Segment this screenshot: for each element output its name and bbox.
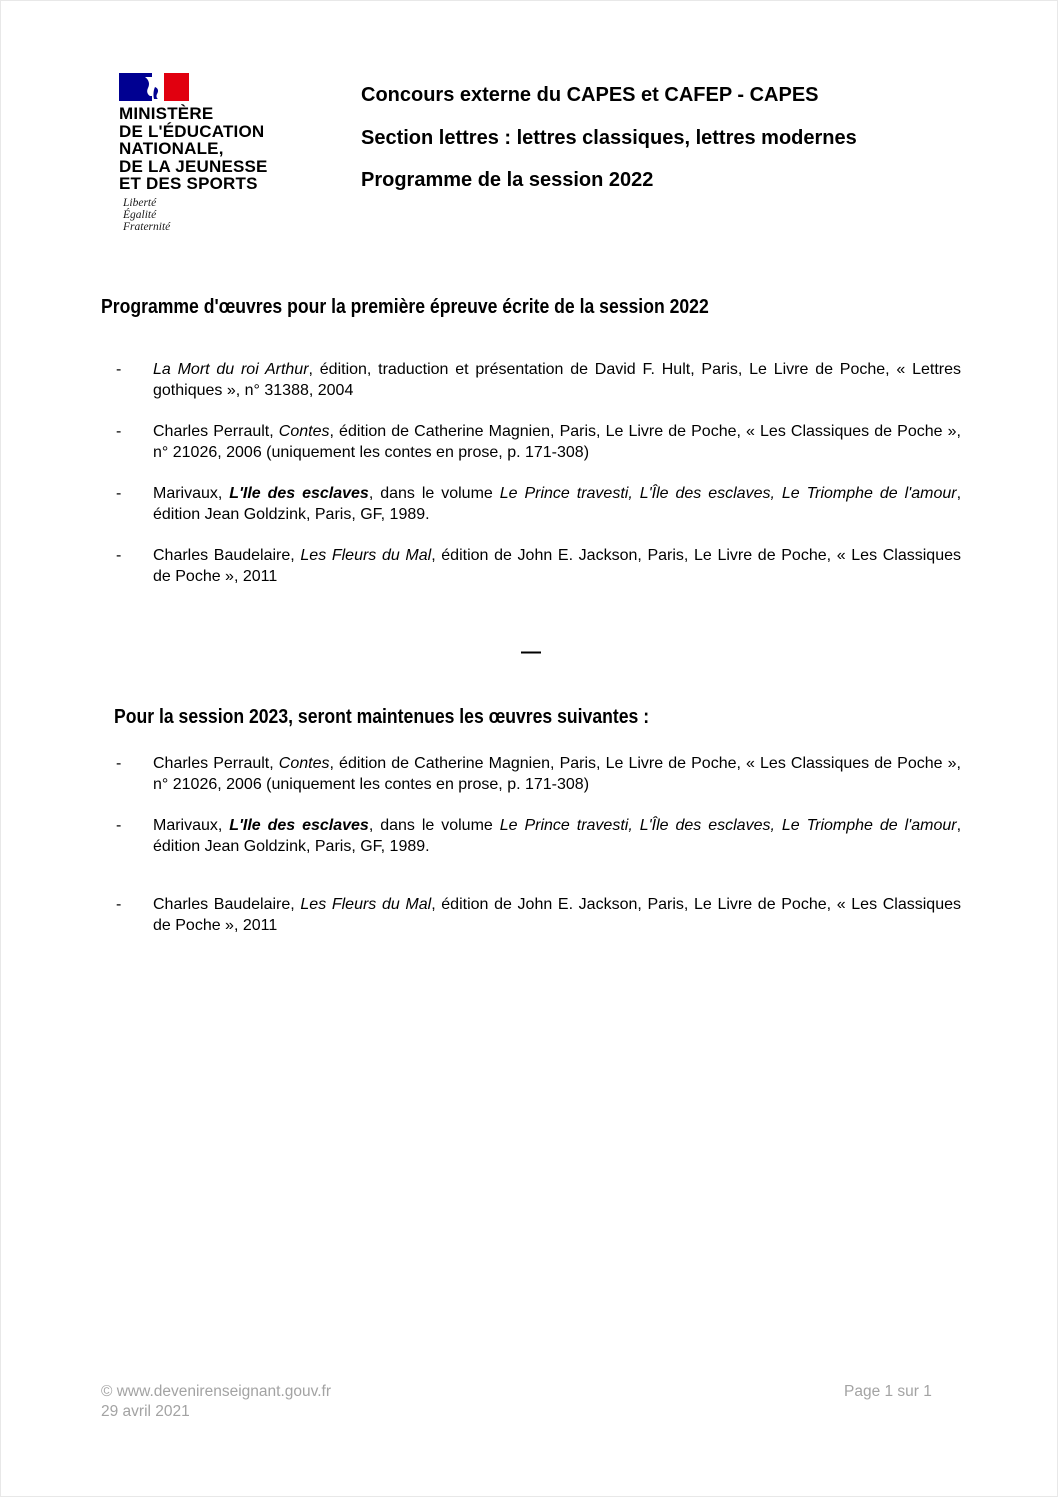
title-programme: Programme de la session 2022 xyxy=(361,169,654,191)
ministry-name-line: DE L'ÉDUCATION xyxy=(119,121,265,141)
section1-book-list xyxy=(101,359,961,607)
ministry-name-line: ET DES SPORTS xyxy=(119,174,258,194)
bullet-dash: - xyxy=(116,547,122,564)
section1-heading: Programme d'œuvres pour la première épreuve écrite de la session 2022 xyxy=(101,296,709,318)
footer-left xyxy=(101,1382,331,1422)
bullet-dash: - xyxy=(116,423,122,440)
section-separator-dash: — xyxy=(521,641,541,663)
book-list-item xyxy=(101,894,961,936)
book-list-item xyxy=(101,421,961,463)
bullet-dash: - xyxy=(116,896,122,913)
footer-site-url: © www.devenirenseignant.gouv.fr xyxy=(101,1383,331,1400)
book-list-item xyxy=(101,359,961,401)
ministry-name-line: NATIONALE, xyxy=(119,139,224,159)
book-reference-text: Charles Perrault, Contes, édition de Catherine Magnien, Paris, Le Livre de Poche, « Les Classiques de Poche », n° 21026, 2006 (uniquement les contes en prose, p. 171-308) xyxy=(153,755,961,793)
section2-heading: Pour la session 2023, seront maintenues les œuvres suivantes : xyxy=(114,706,650,728)
republic-motto xyxy=(123,198,268,233)
book-reference-text: Marivaux, L'Ile des esclaves, dans le volume Le Prince travesti, L'Île des esclaves, Le Triomphe de l'amour, édition Jean Goldzink, Paris, GF, 1989. xyxy=(153,485,962,523)
book-reference-text: La Mort du roi Arthur, édition, traduction et présentation de David F. Hult, Paris, Le Livre de Poche, « Lettres gothiques », n° 31388, 2004 xyxy=(153,361,961,399)
title-section: Section lettres : lettres classiques, lettres modernes xyxy=(361,126,857,149)
ministry-name-line: MINISTÈRE xyxy=(119,104,214,123)
book-list-item xyxy=(101,753,961,795)
footer-date: 29 avril 2021 xyxy=(101,1403,190,1420)
motto-line: Liberté xyxy=(123,196,157,209)
book-reference-text: Charles Perrault, Contes, édition de Catherine Magnien, Paris, Le Livre de Poche, « Les Classiques de Poche », n° 21026, 2006 (uniquement les contes en prose, p. 171-308) xyxy=(153,423,961,461)
book-list-item xyxy=(101,815,961,857)
book-list-item xyxy=(101,545,961,587)
bullet-dash: - xyxy=(116,755,122,772)
bullet-dash: - xyxy=(116,817,122,834)
book-list-item xyxy=(101,483,961,525)
ministry-name-line: DE LA JEUNESSE xyxy=(119,156,268,176)
footer-page-number: Page 1 sur 1 xyxy=(844,1383,932,1400)
bullet-dash: - xyxy=(116,485,122,502)
section2-book-list xyxy=(101,753,961,956)
book-reference-text: Charles Baudelaire, Les Fleurs du Mal, édition de John E. Jackson, Paris, Le Livre de Poche, « Les Classiques de Poche », 2011 xyxy=(153,547,961,585)
document-title-block xyxy=(361,84,857,212)
motto-line: Fraternité xyxy=(123,220,171,233)
french-flag-marianne-icon xyxy=(119,73,189,101)
ministry-name xyxy=(119,105,268,193)
title-concours: Concours externe du CAPES et CAFEP - CAPES xyxy=(361,84,819,106)
book-reference-text: Marivaux, L'Ile des esclaves, dans le volume Le Prince travesti, L'Île des esclaves, Le Triomphe de l'amour, édition Jean Goldzink, Paris, GF, 1989. xyxy=(153,817,962,855)
motto-line: Égalité xyxy=(123,208,157,221)
book-reference-text: Charles Baudelaire, Les Fleurs du Mal, édition de John E. Jackson, Paris, Le Livre de Poche, « Les Classiques de Poche », 2011 xyxy=(153,896,961,934)
ministry-logo-block xyxy=(119,73,268,233)
bullet-dash: - xyxy=(116,361,122,378)
